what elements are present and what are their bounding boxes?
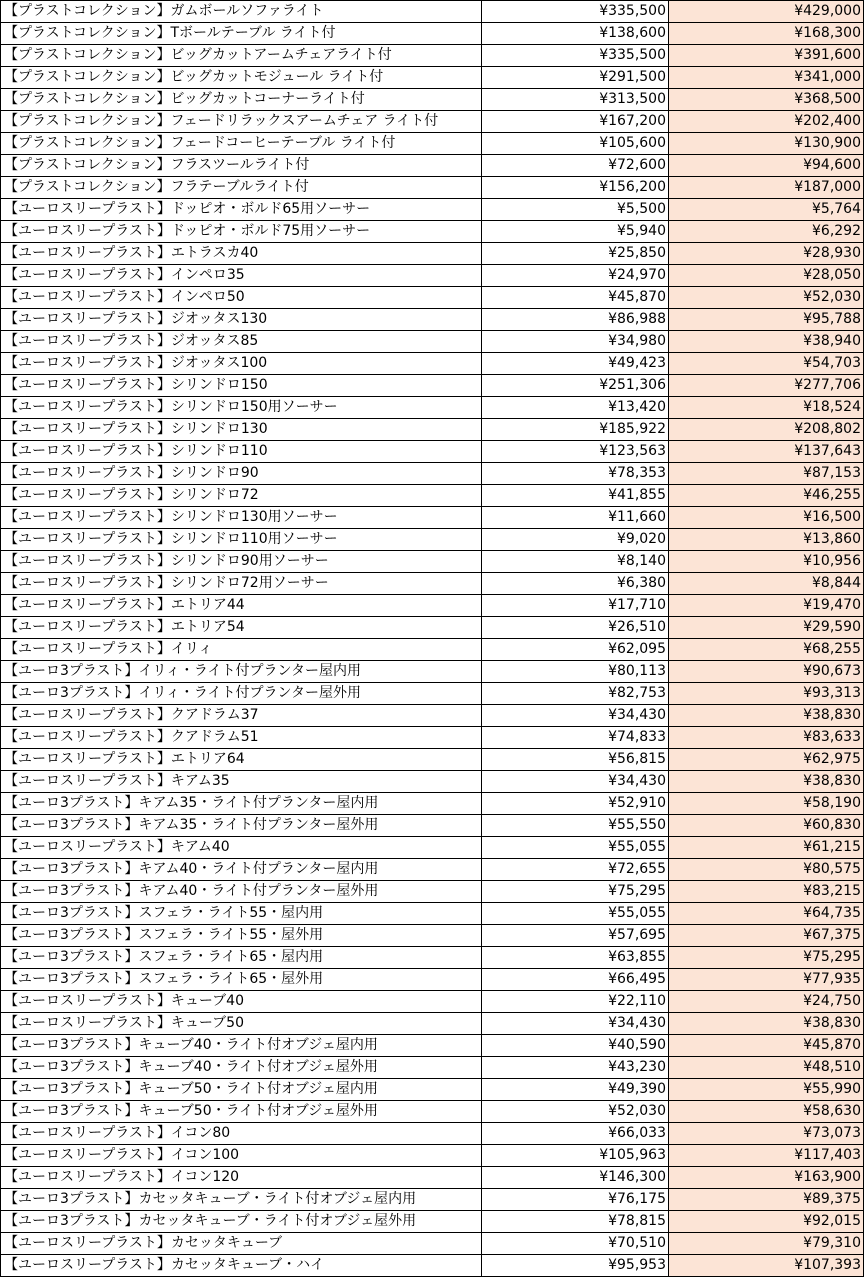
new-price-cell: ¥62,975	[669, 749, 864, 771]
new-price-cell: ¥202,400	[669, 111, 864, 133]
table-row	[1, 529, 864, 551]
old-price-cell: ¥76,175	[482, 1189, 669, 1211]
table-row	[1, 815, 864, 837]
product-name-cell: 【ユーロスリープラスト】イリィ	[1, 639, 482, 661]
product-name-cell: 【プラストコレクション】フェードリラックスアームチェア ライト付	[1, 111, 482, 133]
table-row	[1, 287, 864, 309]
product-name-cell: 【ユーロ3プラスト】スフェラ・ライト55・屋外用	[1, 925, 482, 947]
table-row	[1, 595, 864, 617]
new-price-cell: ¥5,764	[669, 199, 864, 221]
old-price-cell: ¥78,353	[482, 463, 669, 485]
old-price-cell: ¥291,500	[482, 67, 669, 89]
product-name-cell: 【ユーロ3プラスト】キューブ50・ライト付オブジェ屋内用	[1, 1079, 482, 1101]
table-row	[1, 67, 864, 89]
new-price-cell: ¥28,050	[669, 265, 864, 287]
table-row	[1, 1211, 864, 1233]
product-name-cell: 【ユーロスリープラスト】エトリア54	[1, 617, 482, 639]
old-price-cell: ¥17,710	[482, 595, 669, 617]
table-row	[1, 551, 864, 573]
old-price-cell: ¥70,510	[482, 1233, 669, 1255]
new-price-cell: ¥38,830	[669, 705, 864, 727]
old-price-cell: ¥57,695	[482, 925, 669, 947]
table-row	[1, 485, 864, 507]
new-price-cell: ¥80,575	[669, 859, 864, 881]
new-price-cell: ¥10,956	[669, 551, 864, 573]
old-price-cell: ¥6,380	[482, 573, 669, 595]
old-price-cell: ¥80,113	[482, 661, 669, 683]
old-price-cell: ¥25,850	[482, 243, 669, 265]
table-row	[1, 947, 864, 969]
old-price-cell: ¥75,295	[482, 881, 669, 903]
old-price-cell: ¥185,922	[482, 419, 669, 441]
product-name-cell: 【ユーロスリープラスト】シリンドロ150用ソーサー	[1, 397, 482, 419]
old-price-cell: ¥63,855	[482, 947, 669, 969]
product-name-cell: 【ユーロ3プラスト】カセッタキューブ・ライト付オブジェ屋外用	[1, 1211, 482, 1233]
new-price-cell: ¥107,393	[669, 1255, 864, 1277]
old-price-cell: ¥40,590	[482, 1035, 669, 1057]
new-price-cell: ¥46,255	[669, 485, 864, 507]
old-price-cell: ¥45,870	[482, 287, 669, 309]
new-price-cell: ¥54,703	[669, 353, 864, 375]
product-name-cell: 【プラストコレクション】フラテーブルライト付	[1, 177, 482, 199]
old-price-cell: ¥62,095	[482, 639, 669, 661]
table-row	[1, 155, 864, 177]
new-price-cell: ¥6,292	[669, 221, 864, 243]
product-name-cell: 【ユーロスリープラスト】シリンドロ150	[1, 375, 482, 397]
table-row	[1, 177, 864, 199]
table-row	[1, 1, 864, 23]
old-price-cell: ¥72,600	[482, 155, 669, 177]
new-price-cell: ¥38,940	[669, 331, 864, 353]
old-price-cell: ¥55,055	[482, 837, 669, 859]
old-price-cell: ¥34,980	[482, 331, 669, 353]
new-price-cell: ¥87,153	[669, 463, 864, 485]
table-row	[1, 683, 864, 705]
table-row	[1, 1233, 864, 1255]
table-row	[1, 1189, 864, 1211]
table-row	[1, 661, 864, 683]
new-price-cell: ¥29,590	[669, 617, 864, 639]
table-row	[1, 1035, 864, 1057]
old-price-cell: ¥313,500	[482, 89, 669, 111]
old-price-cell: ¥56,815	[482, 749, 669, 771]
old-price-cell: ¥55,550	[482, 815, 669, 837]
new-price-cell: ¥92,015	[669, 1211, 864, 1233]
old-price-cell: ¥8,140	[482, 551, 669, 573]
new-price-cell: ¥48,510	[669, 1057, 864, 1079]
product-name-cell: 【ユーロスリープラスト】キアム40	[1, 837, 482, 859]
old-price-cell: ¥13,420	[482, 397, 669, 419]
product-name-cell: 【ユーロ3プラスト】スフェラ・ライト65・屋内用	[1, 947, 482, 969]
new-price-cell: ¥16,500	[669, 507, 864, 529]
table-row	[1, 133, 864, 155]
new-price-cell: ¥90,673	[669, 661, 864, 683]
new-price-cell: ¥55,990	[669, 1079, 864, 1101]
new-price-cell: ¥89,375	[669, 1189, 864, 1211]
table-row	[1, 243, 864, 265]
old-price-cell: ¥95,953	[482, 1255, 669, 1277]
old-price-cell: ¥5,500	[482, 199, 669, 221]
old-price-cell: ¥251,306	[482, 375, 669, 397]
new-price-cell: ¥79,310	[669, 1233, 864, 1255]
product-name-cell: 【ユーロ3プラスト】キューブ40・ライト付オブジェ屋外用	[1, 1057, 482, 1079]
product-name-cell: 【プラストコレクション】フェードコーヒーテーブル ライト付	[1, 133, 482, 155]
product-name-cell: 【ユーロスリープラスト】シリンドロ110	[1, 441, 482, 463]
old-price-cell: ¥86,988	[482, 309, 669, 331]
old-price-cell: ¥22,110	[482, 991, 669, 1013]
table-row	[1, 1079, 864, 1101]
table-row	[1, 925, 864, 947]
product-name-cell: 【ユーロスリープラスト】シリンドロ90	[1, 463, 482, 485]
old-price-cell: ¥49,390	[482, 1079, 669, 1101]
product-name-cell: 【プラストコレクション】ビッグカットモジュール ライト付	[1, 67, 482, 89]
table-row	[1, 573, 864, 595]
new-price-cell: ¥52,030	[669, 287, 864, 309]
table-row	[1, 1057, 864, 1079]
new-price-cell: ¥67,375	[669, 925, 864, 947]
product-name-cell: 【ユーロスリープラスト】キューブ50	[1, 1013, 482, 1035]
table-row	[1, 419, 864, 441]
new-price-cell: ¥45,870	[669, 1035, 864, 1057]
table-row	[1, 397, 864, 419]
table-row	[1, 463, 864, 485]
old-price-cell: ¥156,200	[482, 177, 669, 199]
table-row	[1, 221, 864, 243]
table-row	[1, 903, 864, 925]
product-name-cell: 【プラストコレクション】フラスツールライト付	[1, 155, 482, 177]
product-name-cell: 【ユーロ3プラスト】イリィ・ライト付プランター屋内用	[1, 661, 482, 683]
new-price-cell: ¥28,930	[669, 243, 864, 265]
product-name-cell: 【ユーロスリープラスト】シリンドロ72用ソーサー	[1, 573, 482, 595]
new-price-cell: ¥208,802	[669, 419, 864, 441]
product-name-cell: 【ユーロ3プラスト】キアム40・ライト付プランター屋外用	[1, 881, 482, 903]
table-row	[1, 353, 864, 375]
new-price-cell: ¥429,000	[669, 1, 864, 23]
new-price-cell: ¥13,860	[669, 529, 864, 551]
table-row	[1, 507, 864, 529]
product-name-cell: 【ユーロ3プラスト】キアム40・ライト付プランター屋内用	[1, 859, 482, 881]
product-name-cell: 【プラストコレクション】Tボールテーブル ライト付	[1, 23, 482, 45]
new-price-cell: ¥8,844	[669, 573, 864, 595]
old-price-cell: ¥66,033	[482, 1123, 669, 1145]
new-price-cell: ¥73,073	[669, 1123, 864, 1145]
table-row	[1, 441, 864, 463]
old-price-cell: ¥82,753	[482, 683, 669, 705]
old-price-cell: ¥5,940	[482, 221, 669, 243]
table-row	[1, 1013, 864, 1035]
product-name-cell: 【ユーロ3プラスト】キューブ40・ライト付オブジェ屋内用	[1, 1035, 482, 1057]
new-price-cell: ¥341,000	[669, 67, 864, 89]
new-price-cell: ¥64,735	[669, 903, 864, 925]
table-row	[1, 771, 864, 793]
product-name-cell: 【ユーロスリープラスト】クアドラム51	[1, 727, 482, 749]
new-price-cell: ¥277,706	[669, 375, 864, 397]
table-row	[1, 111, 864, 133]
product-name-cell: 【プラストコレクション】ガムボールソファライト	[1, 1, 482, 23]
old-price-cell: ¥55,055	[482, 903, 669, 925]
table-row	[1, 1255, 864, 1277]
new-price-cell: ¥94,600	[669, 155, 864, 177]
product-name-cell: 【ユーロスリープラスト】ドッピオ・ボルド65用ソーサー	[1, 199, 482, 221]
table-row	[1, 265, 864, 287]
new-price-cell: ¥68,255	[669, 639, 864, 661]
product-name-cell: 【ユーロスリープラスト】キアム35	[1, 771, 482, 793]
new-price-cell: ¥77,935	[669, 969, 864, 991]
old-price-cell: ¥52,030	[482, 1101, 669, 1123]
new-price-cell: ¥24,750	[669, 991, 864, 1013]
table-row	[1, 617, 864, 639]
product-name-cell: 【ユーロスリープラスト】ジオッタス100	[1, 353, 482, 375]
old-price-cell: ¥105,963	[482, 1145, 669, 1167]
product-name-cell: 【ユーロ3プラスト】キューブ50・ライト付オブジェ屋外用	[1, 1101, 482, 1123]
table-row	[1, 859, 864, 881]
new-price-cell: ¥61,215	[669, 837, 864, 859]
product-name-cell: 【ユーロスリープラスト】シリンドロ90用ソーサー	[1, 551, 482, 573]
table-row	[1, 1145, 864, 1167]
product-name-cell: 【ユーロスリープラスト】ジオッタス85	[1, 331, 482, 353]
product-name-cell: 【ユーロスリープラスト】ドッピオ・ボルド75用ソーサー	[1, 221, 482, 243]
table-row	[1, 309, 864, 331]
product-name-cell: 【ユーロ3プラスト】スフェラ・ライト65・屋外用	[1, 969, 482, 991]
table-row	[1, 1167, 864, 1189]
product-name-cell: 【ユーロスリープラスト】ジオッタス130	[1, 309, 482, 331]
product-name-cell: 【プラストコレクション】ビッグカットアームチェアライト付	[1, 45, 482, 67]
new-price-cell: ¥75,295	[669, 947, 864, 969]
price-table-body	[1, 1, 864, 1277]
old-price-cell: ¥167,200	[482, 111, 669, 133]
old-price-cell: ¥335,500	[482, 1, 669, 23]
old-price-cell: ¥74,833	[482, 727, 669, 749]
table-row	[1, 639, 864, 661]
old-price-cell: ¥78,815	[482, 1211, 669, 1233]
table-row	[1, 991, 864, 1013]
new-price-cell: ¥18,524	[669, 397, 864, 419]
product-name-cell: 【ユーロ3プラスト】キアム35・ライト付プランター屋外用	[1, 815, 482, 837]
table-row	[1, 1101, 864, 1123]
new-price-cell: ¥137,643	[669, 441, 864, 463]
product-name-cell: 【ユーロスリープラスト】シリンドロ110用ソーサー	[1, 529, 482, 551]
old-price-cell: ¥335,500	[482, 45, 669, 67]
new-price-cell: ¥117,403	[669, 1145, 864, 1167]
product-name-cell: 【ユーロスリープラスト】カセッタキューブ・ハイ	[1, 1255, 482, 1277]
table-row	[1, 793, 864, 815]
new-price-cell: ¥38,830	[669, 1013, 864, 1035]
product-name-cell: 【ユーロ3プラスト】イリィ・ライト付プランター屋外用	[1, 683, 482, 705]
table-row	[1, 705, 864, 727]
old-price-cell: ¥105,600	[482, 133, 669, 155]
product-name-cell: 【ユーロスリープラスト】インペロ50	[1, 287, 482, 309]
old-price-cell: ¥34,430	[482, 1013, 669, 1035]
table-row	[1, 837, 864, 859]
product-name-cell: 【ユーロスリープラスト】イコン120	[1, 1167, 482, 1189]
new-price-cell: ¥60,830	[669, 815, 864, 837]
old-price-cell: ¥34,430	[482, 705, 669, 727]
table-row	[1, 89, 864, 111]
old-price-cell: ¥26,510	[482, 617, 669, 639]
new-price-cell: ¥95,788	[669, 309, 864, 331]
new-price-cell: ¥83,633	[669, 727, 864, 749]
product-name-cell: 【ユーロ3プラスト】キアム35・ライト付プランター屋内用	[1, 793, 482, 815]
product-name-cell: 【ユーロスリープラスト】エトリア64	[1, 749, 482, 771]
new-price-cell: ¥163,900	[669, 1167, 864, 1189]
old-price-cell: ¥24,970	[482, 265, 669, 287]
new-price-cell: ¥187,000	[669, 177, 864, 199]
table-row	[1, 1123, 864, 1145]
old-price-cell: ¥41,855	[482, 485, 669, 507]
product-name-cell: 【ユーロスリープラスト】インペロ35	[1, 265, 482, 287]
old-price-cell: ¥146,300	[482, 1167, 669, 1189]
table-row	[1, 45, 864, 67]
old-price-cell: ¥43,230	[482, 1057, 669, 1079]
new-price-cell: ¥58,190	[669, 793, 864, 815]
table-row	[1, 375, 864, 397]
product-name-cell: 【ユーロ3プラスト】カセッタキューブ・ライト付オブジェ屋内用	[1, 1189, 482, 1211]
new-price-cell: ¥130,900	[669, 133, 864, 155]
product-name-cell: 【ユーロスリープラスト】キューブ40	[1, 991, 482, 1013]
product-name-cell: 【ユーロスリープラスト】シリンドロ130	[1, 419, 482, 441]
table-row	[1, 727, 864, 749]
table-row	[1, 969, 864, 991]
new-price-cell: ¥83,215	[669, 881, 864, 903]
new-price-cell: ¥58,630	[669, 1101, 864, 1123]
new-price-cell: ¥168,300	[669, 23, 864, 45]
old-price-cell: ¥34,430	[482, 771, 669, 793]
product-name-cell: 【プラストコレクション】ビッグカットコーナーライト付	[1, 89, 482, 111]
table-row	[1, 881, 864, 903]
old-price-cell: ¥138,600	[482, 23, 669, 45]
old-price-cell: ¥9,020	[482, 529, 669, 551]
table-row	[1, 23, 864, 45]
old-price-cell: ¥72,655	[482, 859, 669, 881]
product-name-cell: 【ユーロスリープラスト】エトリア44	[1, 595, 482, 617]
new-price-cell: ¥38,830	[669, 771, 864, 793]
product-name-cell: 【ユーロスリープラスト】イコン80	[1, 1123, 482, 1145]
old-price-cell: ¥11,660	[482, 507, 669, 529]
old-price-cell: ¥123,563	[482, 441, 669, 463]
product-name-cell: 【ユーロスリープラスト】クアドラム37	[1, 705, 482, 727]
new-price-cell: ¥19,470	[669, 595, 864, 617]
table-row	[1, 331, 864, 353]
product-name-cell: 【ユーロスリープラスト】エトラスカ40	[1, 243, 482, 265]
table-row	[1, 199, 864, 221]
product-name-cell: 【ユーロスリープラスト】カセッタキューブ	[1, 1233, 482, 1255]
new-price-cell: ¥368,500	[669, 89, 864, 111]
product-name-cell: 【ユーロスリープラスト】シリンドロ130用ソーサー	[1, 507, 482, 529]
old-price-cell: ¥52,910	[482, 793, 669, 815]
product-name-cell: 【ユーロスリープラスト】シリンドロ72	[1, 485, 482, 507]
product-name-cell: 【ユーロ3プラスト】スフェラ・ライト55・屋内用	[1, 903, 482, 925]
product-name-cell: 【ユーロスリープラスト】イコン100	[1, 1145, 482, 1167]
table-row	[1, 749, 864, 771]
old-price-cell: ¥49,423	[482, 353, 669, 375]
new-price-cell: ¥93,313	[669, 683, 864, 705]
old-price-cell: ¥66,495	[482, 969, 669, 991]
new-price-cell: ¥391,600	[669, 45, 864, 67]
